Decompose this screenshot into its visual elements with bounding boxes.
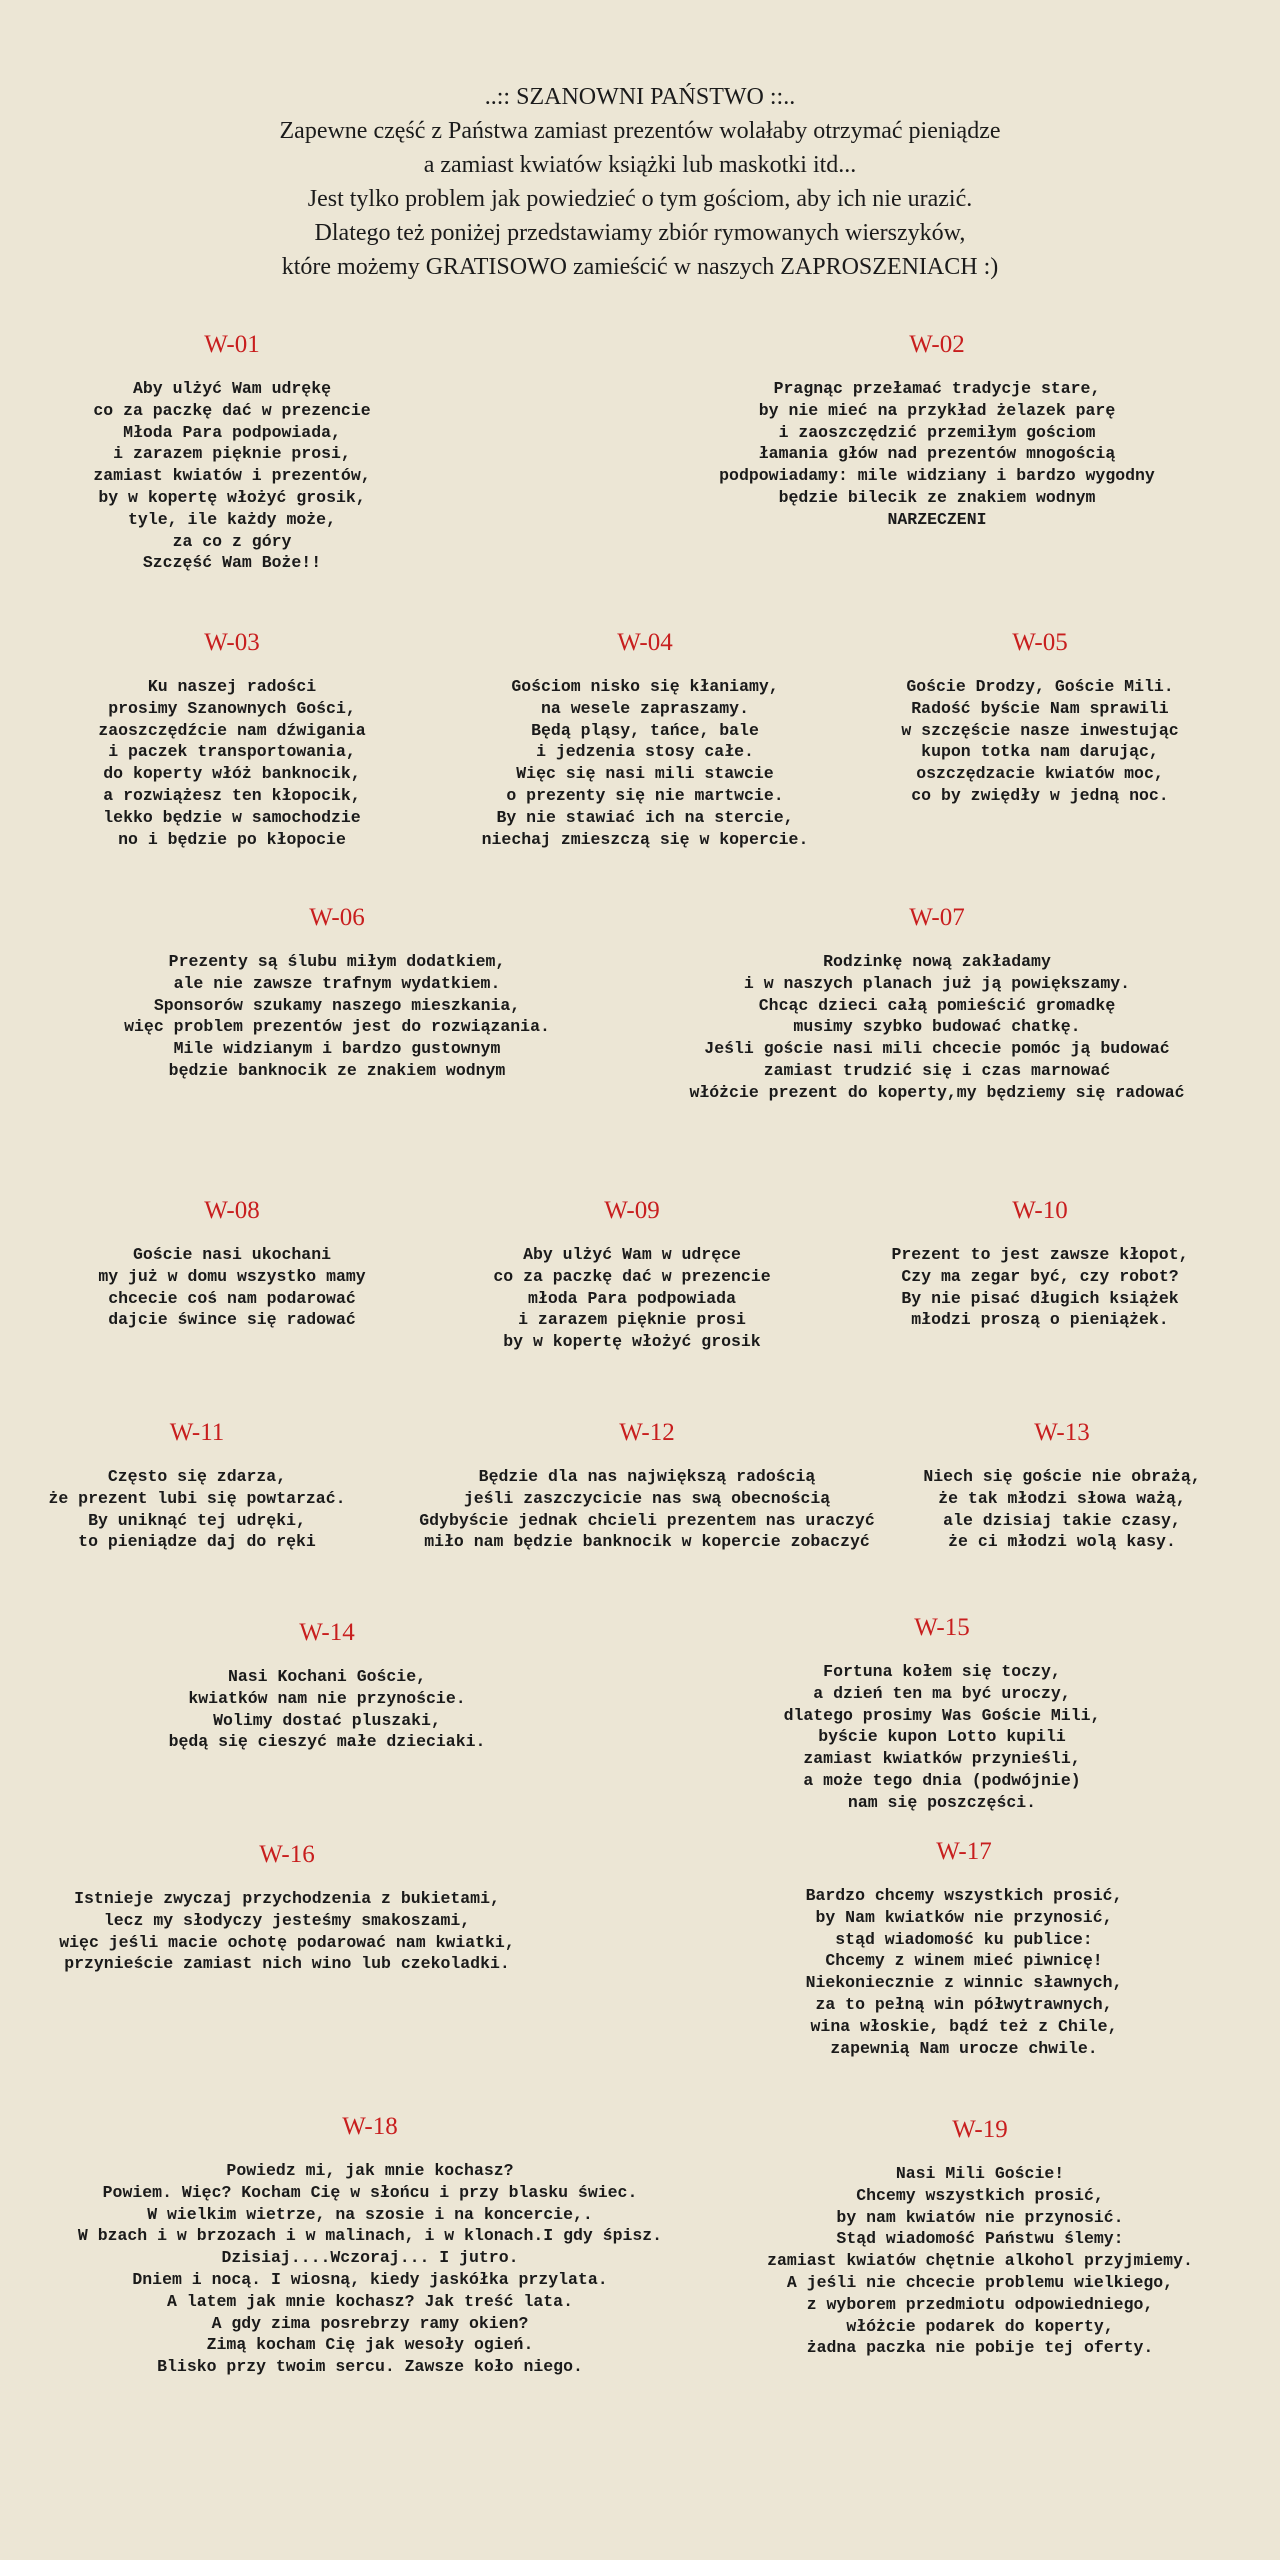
poem-line: Gościom nisko się kłaniamy, [511,677,779,696]
poem-line: dlatego prosimy Was Goście Mili, [783,1705,1101,1725]
poem-line: zaoszczędźcie nam dźwigania [98,720,366,740]
intro-line: które możemy GRATISOWO zamieścić w naszych ZAPROSZENIACH :) [281,254,999,280]
poem-w-07 [637,903,1237,1104]
poem-line: A latem jak mnie kochasz? Jak treść lata. [167,2291,573,2311]
poem-line: musimy szybko budować chatkę. [793,1017,1081,1037]
poem-line: my już w domu wszystko mamy [98,1266,366,1286]
poem-line: żadna paczka nie pobije tej oferty. [806,2338,1154,2358]
poem-title: W-07 [909,904,965,931]
poem-line: Blisko przy twoim sercu. Zawsze koło niego. [157,2357,583,2377]
poem-line: Jeśli goście nasi mili chcecie pomóc ją budować [704,1039,1170,1059]
poem-title: W-19 [952,2116,1008,2143]
poem-line: Niech się goście nie obrażą, [923,1467,1201,1486]
poem-line: Ku naszej radości [147,677,317,696]
poem-title: W-05 [1012,629,1068,656]
poem-line: kupon totka nam darując, [921,742,1159,762]
poem-w-01 [0,330,532,574]
poem-w-06 [37,903,637,1082]
poem-line: co za paczkę dać w prezencie [93,400,371,420]
poem-w-18 [70,2112,670,2378]
poem-line: ale nie zawsze trafnym wydatkiem. [173,973,501,993]
poem-line: i jedzenia stosy całe. [536,742,754,762]
poem-line: by Nam kwiatków nie przynosić, [815,1907,1113,1927]
poem-line: a może tego dnia (podwójnie) [803,1770,1081,1790]
poem-line: Chcąc dzieci całą pomieścić gromadkę [758,995,1116,1015]
poem-line: by w kopertę włożyć grosik [503,1332,761,1352]
poem-line: Gdybyście jednak chcieli prezentem nas uraczyć [419,1510,875,1530]
poem-line: lekko będzie w samochodzie [103,807,361,827]
poem-line: A gdy zima posrebrzy ramy okien? [211,2313,529,2333]
poem-line: za co z góry [172,531,292,551]
poem-w-16 [0,1840,587,1975]
poem-w-14 [27,1618,627,1753]
poem-line: w szczęście nasze inwestując [901,720,1179,740]
poem-line: przynieście zamiast nich wino lub czekoladki. [64,1954,510,1974]
poem-line: Prezenty są ślubu miłym dodatkiem, [168,952,506,971]
poem-line: włóżcie podarek do koperty, [846,2316,1114,2336]
poem-line: Młoda Para podpowiada, [123,422,341,442]
poem-line: by nam kwiatów nie przynosić. [836,2207,1124,2227]
poem-line: Istnieje zwyczaj przychodzenia z bukietami, [74,1889,500,1908]
poem-line: miło nam będzie banknocik w kopercie zobaczyć [424,1532,870,1552]
poem-line: Więc się nasi mili stawcie [516,764,774,784]
poem-line: wina włoskie, bądź też z Chile, [810,2016,1118,2036]
poem-line: dajcie śwince się radować [108,1310,356,1330]
poem-line: zamiast kwiatów i prezentów, [93,466,371,486]
poem-w-10 [740,1196,1280,1331]
poem-line: będzie banknocik ze znakiem wodnym [168,1060,506,1080]
poem-title: W-02 [909,331,965,358]
poem-title: W-13 [1034,1419,1090,1446]
poem-title: W-14 [299,1619,355,1646]
poem-line: z wyborem przedmiotu odpowiedniego, [806,2294,1154,2314]
poem-title: W-10 [1012,1197,1068,1224]
poem-line: będą się cieszyć małe dzieciaki. [168,1732,486,1752]
intro-block [0,80,1280,284]
poem-line: Pragnąc przełamać tradycje stare, [773,379,1101,398]
poem-line: i paczek transportowania, [108,742,356,762]
poem-title: W-12 [619,1419,675,1446]
poem-line: włóżcie prezent do koperty,my będziemy się radować [689,1082,1185,1102]
poem-line: do koperty włóż banknocik, [103,764,361,784]
poem-title: W-18 [342,2113,398,2140]
poem-line: by nie mieć na przykład żelazek parę [758,400,1116,420]
poem-line: byście kupon Lotto kupili [818,1727,1066,1747]
poem-line: Bardzo chcemy wszystkich prosić, [805,1886,1123,1905]
poem-line: Dniem i nocą. I wiosną, kiedy jaskółka przylata. [132,2269,608,2289]
poem-line: łamania głów nad prezentów mnogością [758,444,1116,464]
poem-line: Sponsorów szukamy naszego mieszkania, [153,995,521,1015]
poem-title: W-09 [604,1197,660,1224]
poem-line: będzie bilecik ze znakiem wodnym [778,487,1096,507]
poem-line: podpowiadamy: mile widziany i bardzo wygodny [719,466,1155,486]
poem-line: Fortuna kołem się toczy, [823,1662,1061,1681]
poem-line: chcecie coś nam podarować [108,1288,356,1308]
poem-line: i zarazem pięknie prosi [518,1310,746,1330]
poem-line: Radość byście Nam sprawili [911,698,1169,718]
poem-line: Powiedz mi, jak mnie kochasz? [226,2161,514,2180]
poem-line: więc jeśli macie ochotę podarować nam kwiatki, [59,1932,515,1952]
poem-line: zamiast kwiatów chętnie alkohol przyjmiemy. [767,2251,1193,2271]
intro-heading: ..:: SZANOWNI PAŃSTWO ::.. [484,84,796,110]
poem-line: zamiast trudzić się i czas marnować [763,1060,1111,1080]
poem-line: Chcemy wszystkich prosić, [856,2185,1104,2205]
poem-line: jeśli zaszczycicie nas swą obecnością [463,1488,831,1508]
poem-line: W bzach i w brzozach i w malinach, i w klonach.I gdy śpisz. [77,2226,663,2246]
poem-title: W-04 [617,629,673,656]
poem-line: nam się poszczęści. [847,1792,1037,1812]
poem-line: a rozwiążesz ten kłopocik, [103,785,361,805]
poem-line: Wolimy dostać pluszaki, [213,1710,441,1730]
poem-line: a dzień ten ma być uroczy, [813,1683,1071,1703]
poem-line: Rodzinkę nową zakładamy [823,952,1051,971]
poem-line: Nasi Kochani Goście, [227,1667,427,1686]
poem-line: i zaoszczędzić przemiłym gościom [778,422,1096,442]
poem-line: Aby ulżyć Wam udrękę [132,379,332,398]
intro-line: Jest tylko problem jak powiedzieć o tym gościom, aby ich nie urazić. [307,186,973,212]
poem-line: to pieniądze daj do ręki [78,1532,316,1552]
poem-line: co by zwiędły w jedną noc. [911,785,1169,805]
poem-line: A jeśli nie chcecie problemu wielkiego, [786,2272,1174,2292]
poem-line: no i będzie po kłopocie [118,829,346,849]
poem-line: na wesele zapraszamy. [541,698,749,718]
poem-title: W-03 [204,629,260,656]
poem-line: ale dzisiaj takie czasy, [943,1510,1181,1530]
poem-line: Czy ma zegar być, czy robot? [901,1266,1179,1286]
poem-line: Mile widzianym i bardzo gustownym [173,1039,501,1059]
intro-line: Dlatego też poniżej przedstawiamy zbiór rymowanych wierszyków, [314,220,966,246]
poem-line: Nasi Mili Goście! [895,2164,1065,2183]
poem-line: Aby ulżyć Wam w udręce [523,1245,741,1264]
poem-line: i zarazem pięknie prosi, [113,444,351,464]
poem-title: W-06 [309,904,365,931]
poem-line: stąd wiadomość ku publice: [835,1929,1093,1949]
poem-line: By nie stawiać ich na stercie, [496,807,794,827]
poem-w-19 [680,2115,1280,2359]
poem-line: by w kopertę włożyć grosik, [98,487,366,507]
poem-line: Dzisiaj....Wczoraj... I jutro. [221,2248,519,2268]
poem-line: Będą pląsy, tańce, bale [531,720,759,740]
poem-title: W-17 [936,1838,992,1865]
poem-line: że ci młodzi wolą kasy. [948,1532,1176,1552]
poem-line: By uniknąć tej udręki, [88,1510,306,1530]
poem-line: Niekoniecznie z winnic sławnych, [805,1973,1123,1993]
poem-line: W wielkim wietrze, na szosie i na koncercie,. [147,2204,593,2224]
poem-line: Chcemy z winem mieć piwnicę! [825,1951,1103,1971]
poem-title: W-08 [204,1197,260,1224]
poem-line: zapewnią Nam urocze chwile. [830,2038,1098,2058]
poem-line: niechaj zmieszczą się w kopercie. [481,829,809,849]
poem-w-17 [664,1837,1264,2059]
poem-line: młodzi proszą o pieniążek. [911,1310,1169,1330]
poem-w-05 [740,628,1280,807]
poem-title: W-11 [169,1419,225,1446]
poem-line: młoda Para podpowiada [528,1288,736,1308]
poem-line: NARZECZENI [887,509,987,529]
poem-line: Zimą kocham Cię jak wesoły ogień. [206,2335,534,2355]
poem-w-15 [642,1613,1242,1814]
poem-line: prosimy Szanownych Gości, [108,698,356,718]
poem-line: tyle, ile każdy może, [128,509,336,529]
poem-line: za to pełną win półwytrawnych, [815,1994,1113,2014]
poem-line: zamiast kwiatków przynieśli, [803,1749,1081,1769]
poem-line: Goście Drodzy, Goście Mili. [906,677,1174,696]
poem-line: lecz my słodyczy jesteśmy smakoszami, [103,1910,471,1930]
poem-w-02 [637,330,1237,531]
poem-line: oszczędzacie kwiatów moc, [916,764,1164,784]
poem-line: kwiatków nam nie przynoście. [188,1688,466,1708]
poem-line: Często się zdarza, [107,1467,287,1486]
poem-title: W-16 [259,1841,315,1868]
poem-line: że prezent lubi się powtarzać. [48,1488,346,1508]
poem-line: Szczęść Wam Boże!! [142,553,322,573]
poem-line: i w naszych planach już ją powiększamy. [743,973,1131,993]
poem-line: Prezent to jest zawsze kłopot, [891,1245,1189,1264]
poem-w-13 [762,1418,1280,1553]
poem-line: że tak młodzi słowa ważą, [938,1488,1186,1508]
poem-title: W-01 [204,331,260,358]
poem-line: By nie pisać długich książek [901,1288,1179,1308]
poem-title: W-15 [914,1614,970,1641]
poem-line: Goście nasi ukochani [132,1245,332,1264]
poem-line: Stąd wiadomość Państwu ślemy: [836,2229,1124,2249]
poem-line: Będzie dla nas największą radością [478,1467,816,1486]
poem-line: o prezenty się nie martwcie. [506,785,784,805]
intro-line: a zamiast kwiatów książki lub maskotki itd... [423,152,857,178]
poem-line: co za paczkę dać w prezencie [493,1266,771,1286]
intro-line: Zapewne część z Państwa zamiast prezentów wolałaby otrzymać pieniądze [279,118,1001,144]
poem-line: więc problem prezentów jest do rozwiązania. [124,1017,550,1037]
poem-line: Powiem. Więc? Kocham Cię w słońcu i przy blasku świec. [102,2182,638,2202]
